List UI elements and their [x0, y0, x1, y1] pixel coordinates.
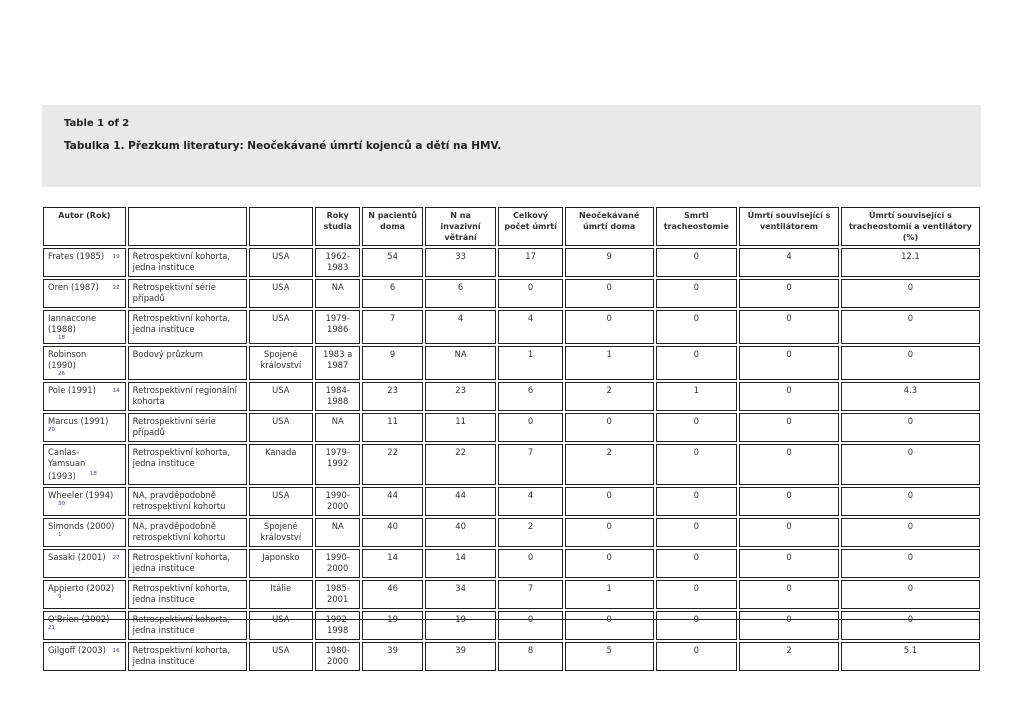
study-years-cell: 1980-2000: [315, 642, 360, 671]
patients-home-cell: 23: [362, 382, 422, 411]
unexpected-deaths-cell: 0: [565, 549, 654, 578]
patients-home-cell: 6: [362, 279, 422, 308]
author-name: Frates (1985): [48, 251, 105, 261]
column-header: Roky studia: [315, 207, 360, 246]
invasive-ventilation-cell: 14: [425, 549, 497, 578]
patients-home-cell: 39: [362, 642, 422, 671]
column-header: Úmrtí související s ventilátorem: [739, 207, 839, 246]
reference-link[interactable]: 19: [112, 254, 120, 260]
unexpected-deaths-cell: 0: [565, 611, 654, 640]
patients-home-cell: 44: [362, 487, 422, 516]
total-deaths-cell: 0: [498, 279, 562, 308]
total-deaths-cell: 7: [498, 580, 562, 609]
patients-home-cell: 22: [362, 444, 422, 485]
reference-link[interactable]: 14: [112, 388, 120, 394]
table-row: [43, 642, 980, 671]
tracheostomy-deaths-cell: 0: [656, 310, 738, 344]
invasive-ventilation-cell: 40: [425, 518, 497, 547]
country-cell: USA: [249, 487, 313, 516]
study-design-cell: Retrospektivní kohorta, jedna instituce: [128, 580, 247, 609]
table-row: [43, 518, 980, 547]
unexpected-deaths-cell: 2: [565, 382, 654, 411]
tracheostomy-deaths-cell: 0: [656, 279, 738, 308]
study-design-cell: Bodový průzkum: [128, 346, 247, 380]
invasive-ventilation-cell: 33: [425, 248, 497, 277]
author-name: Marcus (1991): [48, 416, 109, 426]
study-design-cell: Retrospektivní kohorta, jedna instituce: [128, 611, 247, 640]
study-design-cell: Retrospektivní kohorta, jedna instituce: [128, 310, 247, 344]
study-years-cell: 1984-1988: [315, 382, 360, 411]
country-cell: USA: [249, 413, 313, 442]
tracheostomy-deaths-cell: 0: [656, 413, 738, 442]
total-deaths-cell: 4: [498, 310, 562, 344]
author-name: Gilgoff (2003): [48, 644, 106, 655]
tracheostomy-deaths-cell: 0: [656, 346, 738, 380]
table-row: [43, 549, 980, 578]
column-header: N pacientů doma: [362, 207, 422, 246]
author-cell: [43, 248, 126, 277]
trach-vent-percent-cell: 0: [841, 549, 980, 578]
reference-link[interactable]: 22: [112, 285, 120, 291]
total-deaths-cell: 6: [498, 382, 562, 411]
study-years-cell: 1992-1998: [315, 611, 360, 640]
table-row: [43, 487, 980, 516]
study-design-cell: NA, pravděpodobně retrospektivní kohortu: [128, 518, 247, 547]
country-cell: USA: [249, 642, 313, 671]
study-design-cell: NA, pravděpodobně retrospektivní kohortu: [128, 487, 247, 516]
ventilator-deaths-cell: 0: [739, 549, 839, 578]
tracheostomy-deaths-cell: 0: [656, 549, 738, 578]
unexpected-deaths-cell: 1: [565, 580, 654, 609]
tracheostomy-deaths-cell: 0: [656, 611, 738, 640]
study-years-cell: 1979-1986: [315, 310, 360, 344]
column-header: [249, 207, 313, 246]
invasive-ventilation-cell: NA: [425, 346, 497, 380]
unexpected-deaths-cell: 0: [565, 487, 654, 516]
total-deaths-cell: 17: [498, 248, 562, 277]
invasive-ventilation-cell: 44: [425, 487, 497, 516]
author-cell: [43, 444, 126, 485]
table-row: [43, 611, 980, 640]
patients-home-cell: 54: [362, 248, 422, 277]
ventilator-deaths-cell: 0: [739, 487, 839, 516]
table-row: [43, 444, 980, 485]
total-deaths-cell: 4: [498, 487, 562, 516]
study-design-cell: Retrospektivní kohorta, jedna instituce: [128, 248, 247, 277]
trach-vent-percent-cell: 0: [841, 413, 980, 442]
table-row: [43, 413, 980, 442]
column-header: Smrti tracheostomie: [656, 207, 738, 246]
trach-vent-percent-cell: 0: [841, 580, 980, 609]
table-row: [43, 382, 980, 411]
table-row: [43, 248, 980, 277]
unexpected-deaths-cell: 2: [565, 444, 654, 485]
unexpected-deaths-cell: 5: [565, 642, 654, 671]
trach-vent-percent-cell: 0: [841, 444, 980, 485]
table-header-band: [42, 105, 981, 187]
tracheostomy-deaths-cell: 0: [656, 248, 738, 277]
ventilator-deaths-cell: 4: [739, 248, 839, 277]
patients-home-cell: 14: [362, 549, 422, 578]
invasive-ventilation-cell: 11: [425, 413, 497, 442]
study-years-cell: 1979-1992: [315, 444, 360, 485]
country-cell: USA: [249, 248, 313, 277]
patients-home-cell: 40: [362, 518, 422, 547]
trach-vent-percent-cell: 4.3: [841, 382, 980, 411]
table-counter: Table 1 of 2: [64, 118, 130, 129]
study-design-cell: Retrospektivní kohorta, jedna instituce: [128, 549, 247, 578]
reference-link[interactable]: 30: [58, 500, 65, 507]
trach-vent-percent-cell: 0: [841, 310, 980, 344]
reference-link[interactable]: 26: [58, 371, 65, 377]
patients-home-cell: 11: [362, 413, 422, 442]
study-years-cell: NA: [315, 413, 360, 442]
unexpected-deaths-cell: 1: [565, 346, 654, 380]
author-cell: [43, 279, 126, 308]
author-cell: [43, 549, 126, 578]
study-design-cell: Retrospektivní regionální kohorta: [128, 382, 247, 411]
study-years-cell: 1962-1983: [315, 248, 360, 277]
country-cell: USA: [249, 611, 313, 640]
total-deaths-cell: 0: [498, 413, 562, 442]
trach-vent-percent-cell: 0: [841, 611, 980, 640]
patients-home-cell: 19: [362, 611, 422, 640]
invasive-ventilation-cell: 4: [425, 310, 497, 344]
tracheostomy-deaths-cell: 0: [656, 580, 738, 609]
author-name: Sasaki (2001): [48, 551, 106, 562]
invasive-ventilation-cell: 19: [425, 611, 497, 640]
patients-home-cell: 7: [362, 310, 422, 344]
study-years-cell: 1985-2001: [315, 580, 360, 609]
author-cell: [43, 487, 126, 516]
author-cell: [43, 382, 126, 411]
study-years-cell: 1990-2000: [315, 549, 360, 578]
reference-link[interactable]: 18: [58, 335, 65, 341]
invasive-ventilation-cell: 34: [425, 580, 497, 609]
reference-link[interactable]: 1: [58, 531, 62, 538]
reference-link[interactable]: 27: [112, 554, 120, 561]
literature-table: [41, 205, 982, 673]
ventilator-deaths-cell: 0: [739, 382, 839, 411]
country-cell: Spojené království: [249, 346, 313, 380]
author-name: Pole (1991): [48, 385, 96, 395]
reference-link[interactable]: 21: [48, 624, 55, 631]
ventilator-deaths-cell: 0: [739, 611, 839, 640]
ventilator-deaths-cell: 0: [739, 346, 839, 380]
author-name: Iannaccone (1988): [48, 313, 97, 334]
column-header: Úmrtí související s tracheostomií a ventilátory (%): [841, 207, 980, 246]
unexpected-deaths-cell: 0: [565, 413, 654, 442]
patients-home-cell: 46: [362, 580, 422, 609]
ventilator-deaths-cell: 0: [739, 580, 839, 609]
country-cell: Kanada: [249, 444, 313, 485]
study-years-cell: NA: [315, 518, 360, 547]
trach-vent-percent-cell: 5.1: [841, 642, 980, 671]
trach-vent-percent-cell: 0: [841, 518, 980, 547]
author-cell: [43, 611, 126, 640]
author-cell: [43, 346, 126, 380]
table-row: [43, 580, 980, 609]
ventilator-deaths-cell: 0: [739, 444, 839, 485]
column-header: [128, 207, 247, 246]
unexpected-deaths-cell: 0: [565, 279, 654, 308]
author-cell: [43, 642, 126, 671]
tracheostomy-deaths-cell: 0: [656, 518, 738, 547]
author-cell: [43, 413, 126, 442]
reference-link[interactable]: 16: [112, 647, 120, 654]
study-years-cell: 1983 a 1987: [315, 346, 360, 380]
author-name: Robinson (1990): [48, 349, 87, 370]
ventilator-deaths-cell: 0: [739, 310, 839, 344]
reference-link[interactable]: 20: [48, 427, 55, 433]
study-years-cell: NA: [315, 279, 360, 308]
author-cell: [43, 580, 126, 609]
table-row-cutoff: [43, 619, 980, 623]
author-cell: [43, 518, 126, 547]
author-name: Oren (1987): [48, 282, 99, 292]
trach-vent-percent-cell: 0: [841, 346, 980, 380]
author-name: Wheeler (1994): [48, 489, 114, 500]
table-row: [43, 346, 980, 380]
invasive-ventilation-cell: 6: [425, 279, 497, 308]
author-name: O'Brien (2002): [48, 613, 110, 624]
study-design-cell: Retrospektivní série případů: [128, 413, 247, 442]
study-design-cell: Retrospektivní série případů: [128, 279, 247, 308]
table-header-row: [43, 207, 980, 246]
total-deaths-cell: 0: [498, 549, 562, 578]
study-years-cell: 1990-2000: [315, 487, 360, 516]
country-cell: Japonsko: [249, 549, 313, 578]
column-header: Neočekávané úmrtí doma: [565, 207, 654, 246]
table-body: [43, 248, 980, 671]
tracheostomy-deaths-cell: 0: [656, 444, 738, 485]
invasive-ventilation-cell: 39: [425, 642, 497, 671]
author-name: Canlas-Yamsuan (1993): [48, 447, 86, 481]
total-deaths-cell: 1: [498, 346, 562, 380]
country-cell: USA: [249, 382, 313, 411]
invasive-ventilation-cell: 22: [425, 444, 497, 485]
study-design-cell: Retrospektivní kohorta, jedna instituce: [128, 642, 247, 671]
column-header: Autor (Rok): [43, 207, 126, 246]
trach-vent-percent-cell: 0: [841, 487, 980, 516]
table-row: [43, 310, 980, 344]
ventilator-deaths-cell: 2: [739, 642, 839, 671]
unexpected-deaths-cell: 0: [565, 310, 654, 344]
total-deaths-cell: 0: [498, 611, 562, 640]
total-deaths-cell: 8: [498, 642, 562, 671]
author-name: Simonds (2000): [48, 520, 115, 531]
patients-home-cell: 9: [362, 346, 422, 380]
country-cell: Spojené království: [249, 518, 313, 547]
country-cell: USA: [249, 310, 313, 344]
study-design-cell: Retrospektivní kohorta, jedna instituce: [128, 444, 247, 485]
column-header: N na invazivní větrání: [425, 207, 497, 246]
ventilator-deaths-cell: 0: [739, 518, 839, 547]
country-cell: Itálie: [249, 580, 313, 609]
invasive-ventilation-cell: 23: [425, 382, 497, 411]
tracheostomy-deaths-cell: 0: [656, 487, 738, 516]
author-cell: [43, 310, 126, 344]
tracheostomy-deaths-cell: 0: [656, 642, 738, 671]
reference-link[interactable]: 18: [89, 471, 97, 477]
country-cell: USA: [249, 279, 313, 308]
table-row: [43, 279, 980, 308]
total-deaths-cell: 7: [498, 444, 562, 485]
unexpected-deaths-cell: 0: [565, 518, 654, 547]
total-deaths-cell: 2: [498, 518, 562, 547]
ventilator-deaths-cell: 0: [739, 413, 839, 442]
column-header: Celkový počet úmrtí: [498, 207, 562, 246]
trach-vent-percent-cell: 12.1: [841, 248, 980, 277]
trach-vent-percent-cell: 0: [841, 279, 980, 308]
author-name: Appierto (2002): [48, 582, 115, 593]
ventilator-deaths-cell: 0: [739, 279, 839, 308]
unexpected-deaths-cell: 9: [565, 248, 654, 277]
tracheostomy-deaths-cell: 1: [656, 382, 738, 411]
table-title: Tabulka 1. Přezkum literatury: Neočekávané úmrtí kojenců a dětí na HMV.: [64, 140, 502, 152]
reference-link[interactable]: 9: [58, 593, 62, 600]
